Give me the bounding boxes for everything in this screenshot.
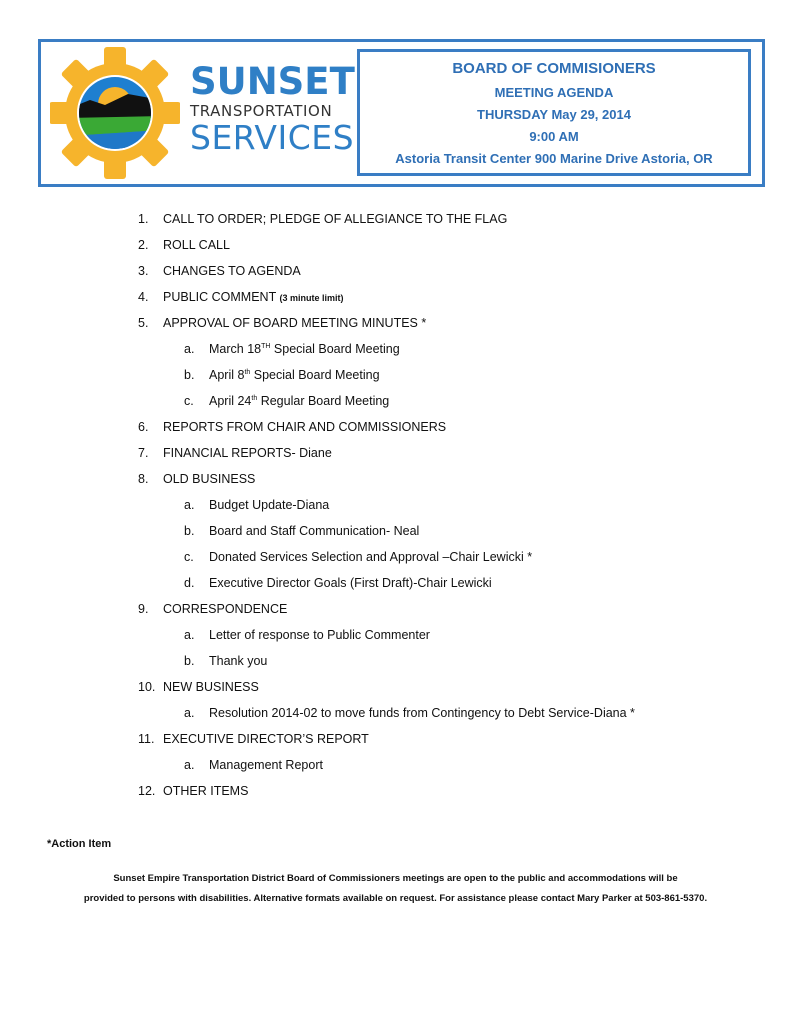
subitem-text: Executive Director Goals (First Draft)-Chair Lewicki [209,576,492,590]
subitem-text-post: Special Board Meeting [270,342,400,356]
subitem-text [209,392,389,410]
item-number: 10. [138,680,156,694]
subitem-letter: a. [184,342,195,356]
brand-transportation: TRANSPORTATION [190,102,333,120]
subitem-letter: c. [184,394,194,408]
item-text: OLD BUSINESS [163,472,256,486]
subitem-letter: d. [184,576,195,590]
item-number: 12. [138,784,156,798]
ordinal-suffix: th [244,368,251,376]
meeting-info-box [357,49,751,176]
item-number: 3. [138,264,149,278]
item-text: CALL TO ORDER; PLEDGE OF ALLEGIANCE TO THE FLAG [163,212,508,226]
meeting-location: Astoria Transit Center 900 Marine Drive Astoria, OR [395,151,713,166]
subitem-text [209,340,400,358]
subitem-letter: b. [184,368,195,382]
item-note: (3 minute limit) [279,293,344,303]
item-text: FINANCIAL REPORTS- Diane [163,446,332,460]
item-number: 5. [138,316,149,330]
item-text: NEW BUSINESS [163,680,259,694]
subitem-text: Letter of response to Public Commenter [209,628,430,642]
brand-services: SERVICES [190,118,355,157]
meeting-title: BOARD OF COMMISIONERS [452,60,656,77]
item-number: 8. [138,472,149,486]
item-text [163,288,343,307]
subitem-letter: b. [184,524,195,538]
subitem-letter: a. [184,706,195,720]
subitem-text [209,366,380,384]
item-number: 9. [138,602,149,616]
subitem-text: Resolution 2014-02 to move funds from Contingency to Debt Service-Diana * [209,706,635,720]
item-label: PUBLIC COMMENT [163,290,276,304]
subitem-text: Board and Staff Communication- Neal [209,524,420,538]
subitem-text: Donated Services Selection and Approval –Chair Lewicki * [209,550,533,564]
subitem-text: Management Report [209,758,323,772]
item-number: 11. [138,732,155,746]
item-text: CORRESPONDENCE [163,602,288,616]
brand-wordmark [190,60,355,157]
subitem-letter: c. [184,550,194,564]
meeting-subtitle: MEETING AGENDA [494,85,614,100]
meeting-date: THURSDAY May 29, 2014 [477,107,631,122]
item-number: 6. [138,420,149,434]
subitem-text-pre: March 18 [209,342,262,356]
subitem-text-pre: April 24 [209,394,252,408]
item-number: 1. [138,212,149,226]
footer-line-1: Sunset Empire Transportation District Board of Commissioners meetings are open to the public and accommodations will be [113,873,678,884]
subitem-text-post: Special Board Meeting [250,368,380,382]
subitem-letter: a. [184,628,195,642]
item-text: ROLL CALL [163,238,230,252]
ordinal-suffix: TH [261,342,271,350]
item-text: CHANGES TO AGENDA [163,264,301,278]
meeting-time: 9:00 AM [529,129,579,144]
item-text: OTHER ITEMS [163,784,249,798]
item-number: 7. [138,446,149,460]
footer-line-2: provided to persons with disabilities. Alternative formats available on request. For assistance please contact Mary Parker at 503-861-5370. [83,893,708,904]
item-text: EXECUTIVE DIRECTOR’S REPORT [163,732,369,746]
subitem-text-post: Regular Board Meeting [257,394,390,408]
gear-sunset-landscape-icon [50,44,180,182]
subitem-letter: a. [184,758,195,772]
action-item-footnote: *Action Item [47,838,112,850]
item-number: 2. [138,238,149,252]
subitem-text-pre: April 8 [209,368,245,382]
brand-sunset: SUNSET [190,60,355,103]
subitem-text: Thank you [209,654,268,668]
subitem-text: Budget Update-Diana [209,498,330,512]
item-text: APPROVAL OF BOARD MEETING MINUTES * [163,316,427,330]
subitem-letter: a. [184,498,195,512]
item-text: REPORTS FROM CHAIR AND COMMISSIONERS [163,420,447,434]
item-number: 4. [138,290,149,304]
subitem-letter: b. [184,654,195,668]
ordinal-suffix: th [251,394,258,402]
